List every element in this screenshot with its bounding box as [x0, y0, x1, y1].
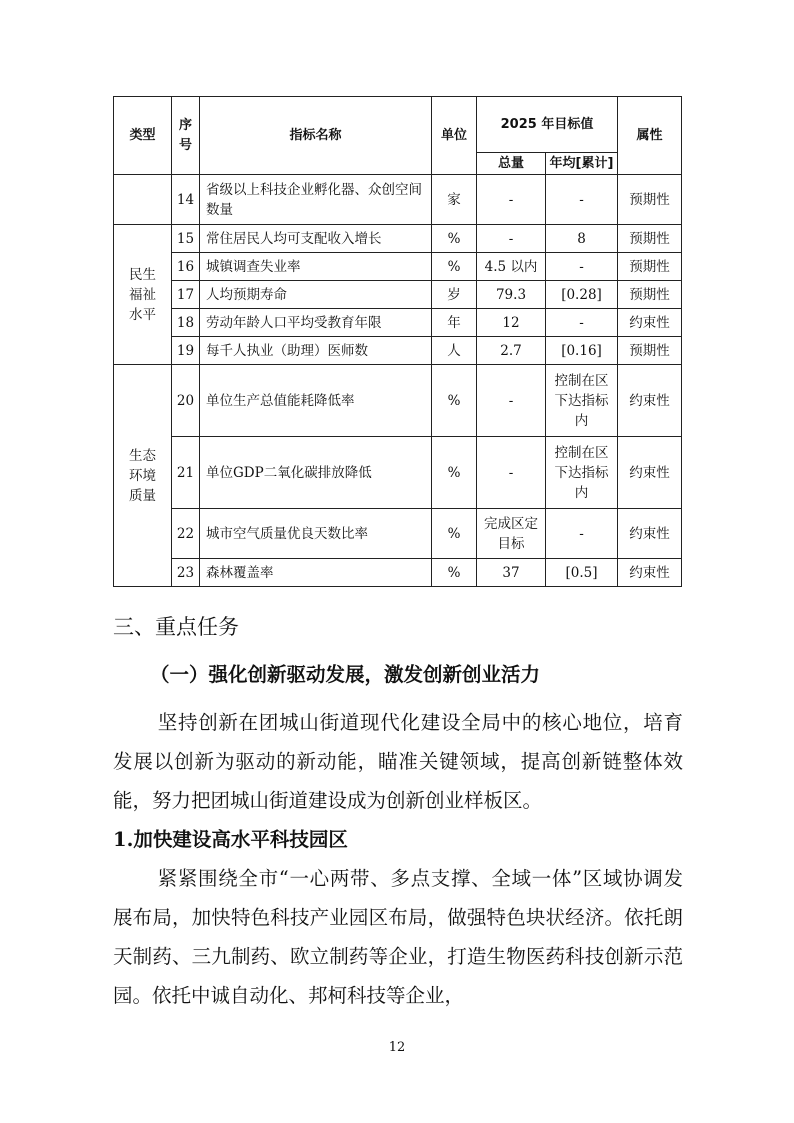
name-cell: 单位生产总值能耗降低率 [200, 365, 432, 437]
attr-cell: 约束性 [618, 559, 682, 587]
content-block [113, 703, 683, 1015]
annual-cell: - [546, 175, 618, 225]
table-row [114, 253, 682, 281]
seq-cell: 15 [172, 225, 200, 253]
header-category: 类型 [114, 97, 172, 175]
attr-cell: 约束性 [618, 437, 682, 509]
category-cell: 生态环境质量 [114, 365, 172, 587]
unit-cell: 人 [432, 337, 477, 365]
annual-cell: 控制在区下达指标内 [546, 437, 618, 509]
table-row [114, 309, 682, 337]
total-cell: - [477, 175, 546, 225]
unit-cell: % [432, 437, 477, 509]
attr-cell: 预期性 [618, 337, 682, 365]
attr-cell: 约束性 [618, 509, 682, 559]
seq-cell: 18 [172, 309, 200, 337]
attr-cell: 预期性 [618, 281, 682, 309]
seq-cell: 19 [172, 337, 200, 365]
header-seq: 序号 [172, 97, 200, 175]
paragraph-1 [113, 703, 683, 820]
annual-cell: [0.5] [546, 559, 618, 587]
header-attr: 属性 [618, 97, 682, 175]
seq-cell: 16 [172, 253, 200, 281]
paragraph-2 [113, 859, 683, 1015]
seq-cell: 14 [172, 175, 200, 225]
paragraph-1-text: 坚持创新在团城山街道现代化建设全局中的核心地位，培育发展以创新为驱动的新动能，瞄准关键领域，提高创新链整体效能，努力把团城山街道建设成为创新创业样板区。 [113, 711, 683, 812]
table-row [114, 175, 682, 225]
table-row [114, 559, 682, 587]
category-cell [114, 175, 172, 225]
annual-cell: - [546, 309, 618, 337]
seq-cell: 22 [172, 509, 200, 559]
annual-cell: [0.16] [546, 337, 618, 365]
table-row [114, 337, 682, 365]
attr-cell: 预期性 [618, 175, 682, 225]
name-cell: 劳动年龄人口平均受教育年限 [200, 309, 432, 337]
category-cell: 民生福祉水平 [114, 225, 172, 365]
name-cell: 城镇调查失业率 [200, 253, 432, 281]
annual-cell: [0.28] [546, 281, 618, 309]
total-cell: - [477, 225, 546, 253]
header-unit: 单位 [432, 97, 477, 175]
unit-cell: % [432, 365, 477, 437]
total-cell: 完成区定目标 [477, 509, 546, 559]
unit-cell: 年 [432, 309, 477, 337]
table-row [114, 225, 682, 253]
annual-cell: 控制在区下达指标内 [546, 365, 618, 437]
annual-cell: - [546, 509, 618, 559]
subsection-title: （一）强化创新驱动发展，激发创新创业活力 [150, 663, 541, 686]
header-name: 指标名称 [200, 97, 432, 175]
total-cell: - [477, 365, 546, 437]
table-row [114, 437, 682, 509]
indicator-table [113, 96, 682, 587]
header-annual: 年均[累计] [546, 153, 618, 175]
attr-cell: 预期性 [618, 225, 682, 253]
unit-cell: % [432, 509, 477, 559]
seq-cell: 20 [172, 365, 200, 437]
table-row [114, 365, 682, 437]
total-cell: 12 [477, 309, 546, 337]
indicator-table-body [114, 175, 682, 587]
total-cell: 37 [477, 559, 546, 587]
total-cell: 79.3 [477, 281, 546, 309]
unit-cell: % [432, 225, 477, 253]
name-cell: 每千人执业（助理）医师数 [200, 337, 432, 365]
name-cell: 城市空气质量优良天数比率 [200, 509, 432, 559]
attr-cell: 约束性 [618, 309, 682, 337]
name-cell: 常住居民人均可支配收入增长 [200, 225, 432, 253]
section-title: 三、重点任务 [113, 615, 239, 639]
item-title: 1.加快建设高水平科技园区 [113, 828, 348, 851]
attr-cell: 约束性 [618, 365, 682, 437]
seq-cell: 21 [172, 437, 200, 509]
name-cell: 单位GDP二氧化碳排放降低 [200, 437, 432, 509]
annual-cell: - [546, 253, 618, 281]
paragraph-2-text: 紧紧围绕全市“一心两带、多点支撑、全域一体”区域协调发展布局，加快特色科技产业园区布局，做强特色块状经济。依托朗天制药、三九制药、欧立制药等企业，打造生物医药科技创新示范园。依托中诚自动化、邦柯科技等企业， [113, 867, 683, 1007]
name-cell: 省级以上科技企业孵化器、众创空间数量 [200, 175, 432, 225]
seq-cell: 23 [172, 559, 200, 587]
name-cell: 森林覆盖率 [200, 559, 432, 587]
annual-cell: 8 [546, 225, 618, 253]
name-cell: 人均预期寿命 [200, 281, 432, 309]
unit-cell: 岁 [432, 281, 477, 309]
total-cell: - [477, 437, 546, 509]
seq-cell: 17 [172, 281, 200, 309]
table-row [114, 509, 682, 559]
unit-cell: 家 [432, 175, 477, 225]
unit-cell: % [432, 253, 477, 281]
total-cell: 4.5 以内 [477, 253, 546, 281]
unit-cell: % [432, 559, 477, 587]
table-row [114, 281, 682, 309]
page-number: 12 [388, 1040, 406, 1055]
header-total: 总量 [477, 153, 546, 175]
attr-cell: 预期性 [618, 253, 682, 281]
total-cell: 2.7 [477, 337, 546, 365]
header-target-group: 2025 年目标值 [477, 97, 618, 153]
